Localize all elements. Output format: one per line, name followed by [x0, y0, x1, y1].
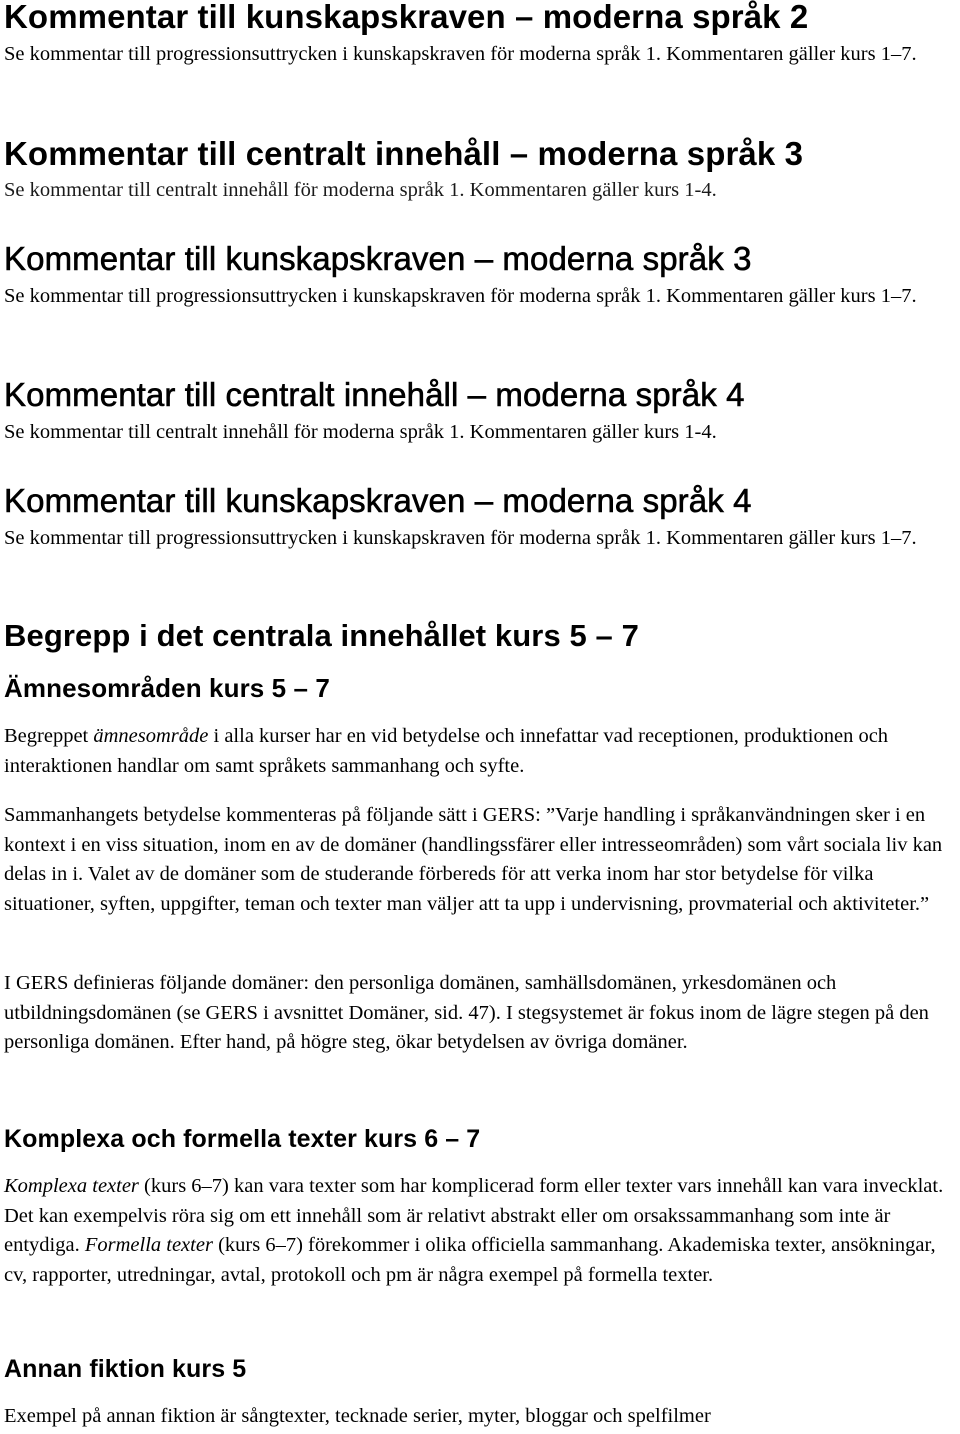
amnesomraden-p1-before: Begreppet: [4, 725, 94, 747]
section-heading: Kommentar till kunskapskraven – moderna språk 4: [4, 482, 752, 519]
section-body: Se kommentar till centralt innehåll för moderna språk 1. Kommentaren gäller kurs 1-4.: [4, 421, 717, 443]
begrepp-heading: Begrepp i det centrala innehållet kurs 5 – 7: [4, 618, 639, 653]
section-body: Se kommentar till centralt innehåll för moderna språk 1. Kommentaren gäller kurs 1-4.: [4, 179, 717, 201]
section-heading: Kommentar till centralt innehåll – moderna språk 4: [4, 376, 745, 413]
annan-fiktion-heading: Annan fiktion kurs 5: [4, 1355, 247, 1383]
section-heading: Kommentar till kunskapskraven – moderna språk 3: [4, 240, 752, 277]
amnesomraden-paragraph-3: I GERS definieras följande domäner: den personliga domänen, samhällsdomänen, yrkesdomänen och utbildningsdomänen (se GERS i avsnittet Domäner, sid. 47). I stegsystemet är fokus inom de lägre stegen på den personliga domänen. Efter hand, på högre steg, ökar betydelsen av övriga domäner.: [4, 972, 929, 1053]
komplexa-p1-after: (kurs 6–7) förekommer i olika officiella sammanhang. Akademiska texter, ansökningar, cv, rapporter, utredningar, avtal, protokoll och pm är några exempel på formella texter.: [4, 1234, 936, 1286]
annan-fiktion-paragraph: Exempel på annan fiktion är sångtexter, tecknade serier, myter, bloggar och spelfilmer: [4, 1405, 711, 1427]
formella-term: Formella texter: [84, 1234, 213, 1256]
section-heading: Kommentar till centralt innehåll – moderna språk 3: [4, 135, 804, 172]
komplexa-term: Komplexa texter: [4, 1175, 139, 1197]
komplexa-heading: Komplexa och formella texter kurs 6 – 7: [4, 1125, 481, 1153]
komplexa-paragraph: [4, 1172, 958, 1290]
section-body: Se kommentar till progressionsuttrycken i kunskapskraven för moderna språk 1. Kommentaren gäller kurs 1–7.: [4, 527, 917, 549]
komplexa-p1-mid: (kurs 6–7) kan vara texter som har komplicerad form eller texter vars innehåll kan vara invecklat. Det kan exempelvis röra sig om ett innehåll som är relativt abstrakt eller om orsakssammanhang som inte är entydiga.: [4, 1175, 944, 1256]
section-body: Se kommentar till progressionsuttrycken i kunskapskraven för moderna språk 1. Kommentaren gäller kurs 1–7.: [4, 285, 917, 307]
amnesomraden-paragraph-2: Sammanhangets betydelse kommenteras på följande sätt i GERS: ”Varje handling i språkanvändningen sker i en kontext i en viss situation, inom en av de domäner (handlingssfärer eller intresseområden) som vårt sociala liv kan delas in i. Valet av de domäner som de studerande förbereds för att verka inom har stor betydelse för vilka situationer, syften, uppgifter, teman och texter man väljer att ta upp i undervisning, provmaterial och aktiviteter.”: [4, 804, 943, 915]
section-heading: Kommentar till kunskapskraven – moderna språk 2: [4, 0, 809, 35]
section-body: Se kommentar till progressionsuttrycken i kunskapskraven för moderna språk 1. Kommentaren gäller kurs 1–7.: [4, 43, 917, 65]
amnesomraden-p1-after: i alla kurser har en vid betydelse och innefattar vad receptionen, produktionen och interaktionen handlar om samt språkets sammanhang och syfte.: [4, 725, 889, 777]
amnesomraden-heading: Ämnesområden kurs 5 – 7: [4, 673, 330, 703]
amnesomraden-paragraph-1: [4, 722, 958, 781]
amnesomraden-p1-term: ämnesområde: [93, 725, 209, 747]
